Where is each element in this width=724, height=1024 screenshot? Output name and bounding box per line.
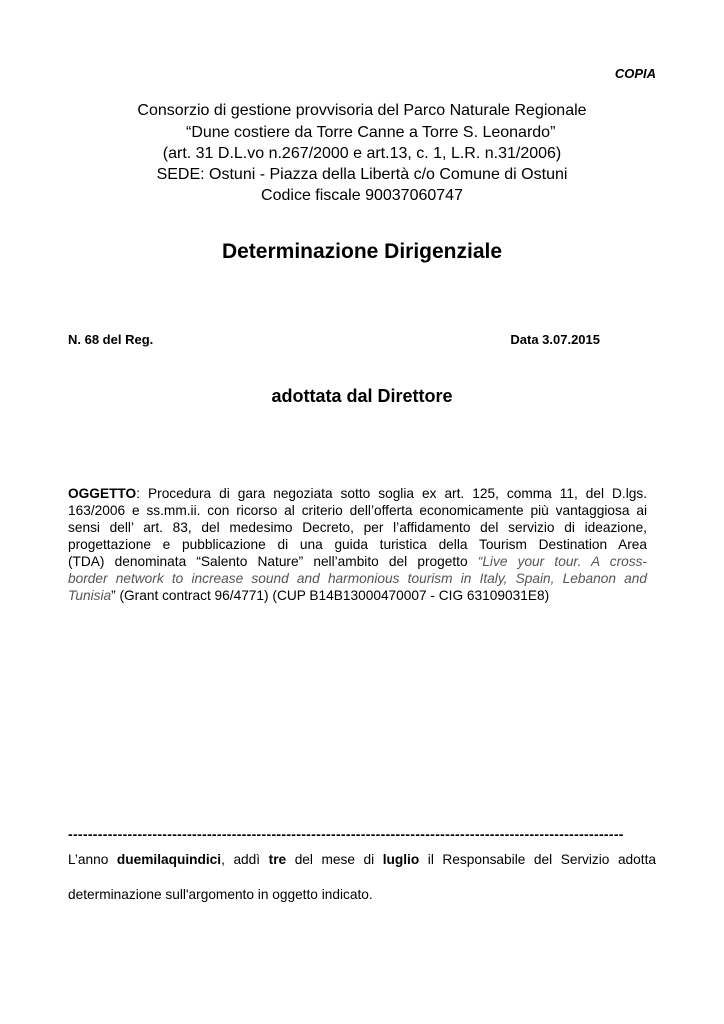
year-connector: , addì bbox=[221, 852, 269, 867]
separator-line: ---------------------------------------------------------------------------------------------------------------- bbox=[68, 826, 624, 842]
subject-text-1: : Procedura di gara negoziata sotto soglia ex art. 125, comma 11, del D.lgs. bbox=[136, 486, 647, 501]
determination-text: determinazione sull'argomento in oggetto indicato. bbox=[68, 887, 373, 902]
subject-line-5 bbox=[68, 553, 647, 570]
subject-label: OGGETTO bbox=[68, 486, 137, 501]
project-title-start: “Live your tour. A cross- bbox=[477, 554, 647, 569]
project-title-end: Tunisia bbox=[68, 588, 112, 603]
headquarters: SEDE: Ostuni - Piazza della Libertà c/o Comune di Ostuni bbox=[156, 166, 568, 183]
subject-line-1 bbox=[68, 485, 647, 502]
adopted-by: adottata dal Direttore bbox=[271, 386, 453, 406]
tax-code: Codice fiscale 90037060747 bbox=[261, 187, 463, 204]
responsible-text: il Responsabile del Servizio adotta bbox=[419, 852, 656, 867]
month-word: luglio bbox=[382, 852, 420, 867]
year-word: duemilaquindici bbox=[116, 852, 222, 867]
year-prefix: L’anno bbox=[68, 852, 117, 867]
legal-reference: (art. 31 D.L.vo n.267/2000 e art.13, c. 1, L.R. n.31/2006) bbox=[162, 145, 562, 162]
month-connector: del mese di bbox=[286, 852, 383, 867]
subject-line-3: sensi dell’ art. 83, del medesimo Decreto, per l’affidamento del servizio di ideazione, bbox=[68, 520, 647, 535]
park-name: “Dune costiere da Torre Canne a Torre S. Leonardo” bbox=[186, 124, 556, 141]
register-row bbox=[68, 332, 600, 347]
copy-label: COPIA bbox=[614, 66, 656, 81]
year-statement bbox=[68, 851, 656, 868]
project-title-middle: border network to increase sound and harmonious tourism in Italy, Spain, Lebanon and bbox=[68, 571, 647, 586]
day-word: tre bbox=[268, 852, 287, 867]
subject-line-7 bbox=[68, 587, 647, 604]
document-title: Determinazione Dirigenziale bbox=[221, 240, 503, 263]
subject-text-5: (TDA) denominata “Salento Nature” nell’ambito del progetto bbox=[68, 554, 478, 569]
grant-contract-text: ” (Grant contract 96/4771) (CUP B14B13000470007 - CIG 63109031E8) bbox=[111, 588, 550, 603]
subject-line-4: progettazione e pubblicazione di una guida turistica della Tourism Destination Area bbox=[68, 537, 647, 552]
register-number: N. 68 del Reg. bbox=[68, 332, 154, 347]
subject-line-2: 163/2006 e ss.mm.ii. con ricorso al criterio dell’offerta economicamente più vantaggiosa ai bbox=[68, 503, 647, 518]
document-date: Data 3.07.2015 bbox=[510, 332, 600, 347]
organization-name: Consorzio di gestione provvisoria del Parco Naturale Regionale bbox=[137, 102, 587, 119]
